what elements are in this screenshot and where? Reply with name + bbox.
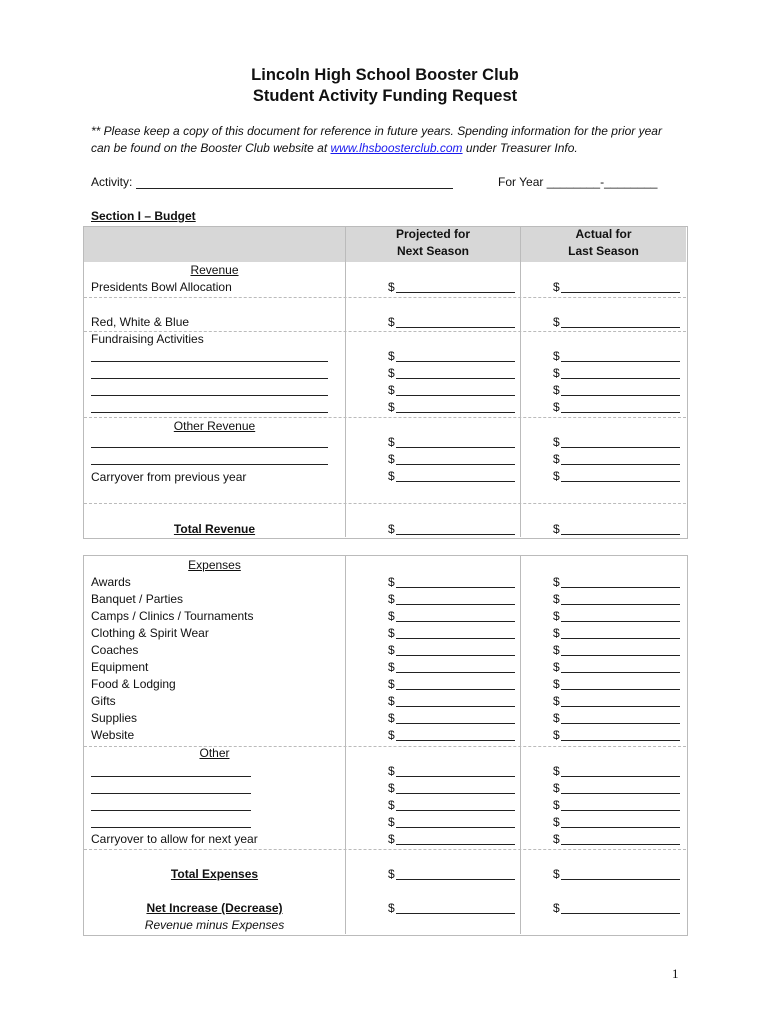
dollar-sign: $: [388, 435, 395, 449]
total-revenue-projected[interactable]: [388, 522, 515, 537]
amount-field[interactable]: [388, 349, 515, 364]
document-subtitle: Student Activity Funding Request: [252, 87, 518, 105]
amount-field[interactable]: [553, 280, 680, 295]
amount-field[interactable]: [553, 592, 680, 607]
document-title: Lincoln High School Booster Club: [251, 66, 519, 84]
amount-field[interactable]: [553, 366, 680, 381]
amount-field[interactable]: [553, 626, 680, 641]
amount-field[interactable]: [553, 575, 680, 590]
total-expenses-projected[interactable]: [388, 867, 515, 882]
dollar-sign: $: [553, 660, 560, 674]
row-label-carryover-next: Carryover to allow for next year: [91, 832, 258, 846]
section-heading: Section I – Budget: [91, 209, 196, 223]
total-expenses-actual[interactable]: [553, 867, 680, 882]
amount-field[interactable]: [553, 383, 680, 398]
amount-field[interactable]: [553, 677, 680, 692]
dollar-sign: $: [388, 315, 395, 329]
note-text: ** Please keep a copy of this document for reference in future years. Spending information for the prior year can be found on the Booster Club website at: [91, 124, 662, 155]
website-link[interactable]: www.lhsboosterclub.com: [330, 141, 463, 155]
dollar-sign: $: [388, 798, 395, 812]
dollar-sign: $: [553, 832, 560, 846]
for-year-label[interactable]: For Year ________-________: [498, 175, 658, 189]
dollar-sign: $: [388, 815, 395, 829]
dollar-sign: $: [388, 366, 395, 380]
amount-field[interactable]: [388, 435, 515, 450]
expense-label: Food & Lodging: [91, 677, 176, 691]
amount-field[interactable]: [388, 626, 515, 641]
net-increase-actual[interactable]: [553, 901, 680, 916]
amount-field[interactable]: [553, 764, 680, 779]
amount-field[interactable]: [553, 832, 680, 847]
other-expense-blank-2[interactable]: [91, 793, 251, 794]
dollar-sign: $: [553, 315, 560, 329]
net-increase-projected[interactable]: [388, 901, 515, 916]
dollar-sign: $: [553, 452, 560, 466]
column-projected-line2: Next Season: [396, 244, 470, 258]
expense-label: Camps / Clinics / Tournaments: [91, 609, 254, 623]
dollar-sign: $: [388, 781, 395, 795]
other-expenses-heading: Other: [199, 746, 230, 760]
amount-field[interactable]: [553, 315, 680, 330]
dollar-sign: $: [553, 383, 560, 397]
amount-field[interactable]: [388, 383, 515, 398]
dollar-sign: $: [388, 901, 395, 915]
dollar-sign: $: [553, 469, 560, 483]
dollar-sign: $: [553, 400, 560, 414]
page-number: 1: [672, 966, 679, 981]
dollar-sign: $: [553, 366, 560, 380]
amount-field[interactable]: [388, 694, 515, 709]
total-expenses-label: Total Expenses: [170, 867, 259, 881]
dollar-sign: $: [553, 280, 560, 294]
dollar-sign: $: [388, 469, 395, 483]
dollar-sign: $: [388, 626, 395, 640]
dollar-sign: $: [388, 694, 395, 708]
amount-field[interactable]: [388, 366, 515, 381]
dollar-sign: $: [553, 901, 560, 915]
dollar-sign: $: [553, 728, 560, 742]
expense-label: Clothing & Spirit Wear: [91, 626, 209, 640]
dollar-sign: $: [553, 435, 560, 449]
dollar-sign: $: [388, 383, 395, 397]
amount-field[interactable]: [553, 349, 680, 364]
amount-field[interactable]: [553, 643, 680, 658]
revenue-heading: Revenue: [190, 263, 239, 277]
amount-field[interactable]: [553, 660, 680, 675]
dollar-sign: $: [553, 349, 560, 363]
amount-field[interactable]: [388, 798, 515, 813]
dollar-sign: $: [553, 677, 560, 691]
amount-field[interactable]: [388, 711, 515, 726]
amount-field[interactable]: [388, 592, 515, 607]
column-projected-line1: Projected for: [395, 227, 470, 241]
amount-field[interactable]: [388, 764, 515, 779]
amount-field[interactable]: [388, 280, 515, 295]
dollar-sign: $: [553, 626, 560, 640]
other-revenue-heading: Other Revenue: [173, 419, 256, 433]
other-expense-blank-3[interactable]: [91, 810, 251, 811]
dollar-sign: $: [388, 522, 395, 536]
other-revenue-blank-1[interactable]: [91, 447, 328, 448]
amount-field[interactable]: [388, 469, 515, 484]
amount-field[interactable]: [553, 728, 680, 743]
amount-field[interactable]: [553, 400, 680, 415]
dollar-sign: $: [388, 452, 395, 466]
amount-field[interactable]: [553, 435, 680, 450]
activity-input-line[interactable]: [136, 188, 453, 189]
amount-field[interactable]: [553, 609, 680, 624]
fundraising-blank-2[interactable]: [91, 378, 328, 379]
amount-field[interactable]: [553, 469, 680, 484]
other-expense-blank-1[interactable]: [91, 776, 251, 777]
dollar-sign: $: [388, 711, 395, 725]
row-label-fundraising: Fundraising Activities: [91, 332, 204, 346]
dollar-sign: $: [388, 867, 395, 881]
dollar-sign: $: [553, 764, 560, 778]
dollar-sign: $: [388, 832, 395, 846]
expense-label: Website: [91, 728, 135, 742]
total-revenue-actual[interactable]: [553, 522, 680, 537]
fundraising-blank-1[interactable]: [91, 361, 328, 362]
dollar-sign: $: [388, 643, 395, 657]
amount-field[interactable]: [388, 781, 515, 796]
activity-label: Activity:: [91, 175, 133, 189]
total-revenue-label: Total Revenue: [173, 522, 256, 536]
other-revenue-blank-2[interactable]: [91, 464, 328, 465]
row-label-carryover-previous: Carryover from previous year: [91, 470, 247, 484]
dollar-sign: $: [553, 575, 560, 589]
dollar-sign: $: [388, 400, 395, 414]
amount-field[interactable]: [553, 711, 680, 726]
fundraising-blank-4[interactable]: [91, 412, 328, 413]
expense-label: Supplies: [91, 711, 138, 725]
dollar-sign: $: [388, 280, 395, 294]
amount-field[interactable]: [388, 660, 515, 675]
dollar-sign: $: [388, 677, 395, 691]
dollar-sign: $: [388, 349, 395, 363]
amount-field[interactable]: [388, 400, 515, 415]
fundraising-blank-3[interactable]: [91, 395, 328, 396]
expense-label: Gifts: [91, 694, 116, 708]
amount-field[interactable]: [388, 815, 515, 830]
amount-field[interactable]: [388, 677, 515, 692]
amount-field[interactable]: [388, 315, 515, 330]
column-actual-line1: Actual for: [575, 227, 632, 241]
column-actual-line2: Last Season: [568, 244, 639, 258]
amount-field[interactable]: [553, 781, 680, 796]
amount-field[interactable]: [553, 452, 680, 467]
dollar-sign: $: [553, 592, 560, 606]
dollar-sign: $: [553, 694, 560, 708]
expenses-heading: Expenses: [188, 558, 241, 572]
dollar-sign: $: [388, 609, 395, 623]
note-text-end: under Treasurer Info.: [462, 141, 578, 155]
amount-field[interactable]: [388, 643, 515, 658]
expense-label: Equipment: [91, 660, 149, 674]
amount-field[interactable]: [553, 694, 680, 709]
dollar-sign: $: [553, 867, 560, 881]
dollar-sign: $: [553, 781, 560, 795]
expense-label: Coaches: [91, 643, 139, 657]
dollar-sign: $: [388, 764, 395, 778]
expense-label: Awards: [91, 575, 131, 589]
amount-field[interactable]: [553, 798, 680, 813]
dollar-sign: $: [388, 575, 395, 589]
dollar-sign: $: [553, 711, 560, 725]
net-increase-label: Net Increase (Decrease): [146, 901, 283, 915]
amount-field[interactable]: [388, 832, 515, 847]
dollar-sign: $: [388, 592, 395, 606]
row-label-red-white-blue: Red, White & Blue: [91, 315, 190, 329]
amount-field[interactable]: [553, 815, 680, 830]
dollar-sign: $: [388, 660, 395, 674]
dollar-sign: $: [553, 643, 560, 657]
dollar-sign: $: [553, 798, 560, 812]
net-increase-sublabel: Revenue minus Expenses: [144, 918, 285, 932]
amount-field[interactable]: [388, 609, 515, 624]
dollar-sign: $: [553, 609, 560, 623]
amount-field[interactable]: [388, 575, 515, 590]
row-label-presidents-bowl: Presidents Bowl Allocation: [91, 280, 232, 294]
amount-field[interactable]: [388, 728, 515, 743]
other-expense-blank-4[interactable]: [91, 827, 251, 828]
expense-label: Banquet / Parties: [91, 592, 184, 606]
amount-field[interactable]: [388, 452, 515, 467]
dollar-sign: $: [553, 522, 560, 536]
dollar-sign: $: [388, 728, 395, 742]
dollar-sign: $: [553, 815, 560, 829]
instruction-note: [91, 123, 681, 157]
